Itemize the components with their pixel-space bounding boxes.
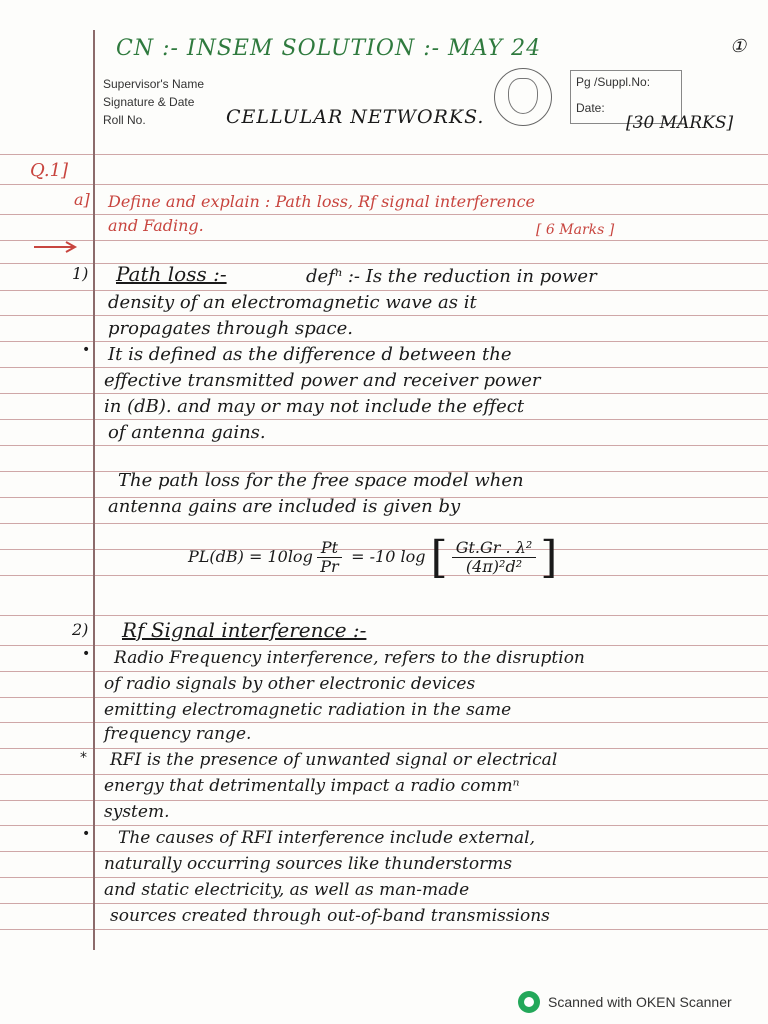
section1-line: of antenna gains. [108, 422, 266, 443]
university-emblem-icon [494, 68, 552, 126]
oken-scanner-logo-icon [518, 991, 540, 1013]
bullet-icon: • [82, 826, 91, 842]
pg-label: Pg /Suppl.No: [576, 75, 651, 89]
section2-line: energy that detrimentally impact a radio commⁿ [104, 776, 520, 796]
page-number: ① [730, 36, 747, 57]
section1-line: The path loss for the free space model when [118, 470, 524, 491]
section2-heading: Rf Signal interference :- [122, 618, 367, 642]
question-marks: [ 6 Marks ] [536, 222, 615, 238]
roll-label: Roll No. [103, 113, 146, 127]
section1-line: effective transmitted power and receiver power [104, 370, 541, 391]
question-part: a] [74, 190, 90, 209]
date-label: Date: [576, 101, 605, 115]
total-marks: [30 MARKS] [626, 113, 734, 133]
section2-line: The causes of RFI interference include external, [118, 828, 536, 848]
section1-line: in (dB). and may or may not include the effect [104, 396, 525, 417]
arrow-icon [32, 240, 78, 254]
section2-line: of radio signals by other electronic devices [104, 674, 476, 694]
question-text-line2: and Fading. [108, 216, 204, 235]
page-title: CN :- INSEM SOLUTION :- MAY 24 [116, 36, 542, 61]
bullet-icon: • [82, 646, 91, 662]
section1-line: defⁿ :- Is the reduction in power [306, 266, 597, 287]
section1-number: 1) [72, 264, 89, 283]
section2-line: emitting electromagnetic radiation in the same [104, 700, 512, 720]
formula-den2: (4π)²d² [465, 557, 523, 576]
scanner-watermark [518, 991, 732, 1013]
bullet-icon: • [82, 342, 91, 358]
formula-mid: = -10 log [351, 547, 426, 566]
section2-line: sources created through out-of-band transmissions [110, 906, 550, 926]
section1-line: density of an electromagnetic wave as it [108, 292, 477, 313]
formula-lhs: PL(dB) = 10log [188, 547, 313, 566]
scanner-text: Scanned with OKEN Scanner [548, 994, 732, 1010]
section2-line: and static electricity, as well as man-made [104, 880, 470, 900]
subject-name: CELLULAR NETWORKS. [226, 106, 485, 128]
path-loss-formula: PL(dB) = 10log $\frac{Pt}{Pr}$ = -10 log [ $\frac{\text{Gt.Gr . λ²}}{\text{(4π)²d²}}$ ] [188, 532, 558, 583]
section2-line: frequency range. [104, 724, 252, 744]
margin-line [93, 30, 95, 950]
section1-heading: Path loss :- [116, 262, 227, 286]
question-number: Q.1] [30, 160, 69, 181]
supervisor-label: Supervisor's Name [103, 77, 204, 91]
section2-number: 2) [72, 620, 89, 639]
section2-line: system. [104, 802, 170, 822]
section1-line: propagates through space. [108, 318, 353, 339]
section1-line: antenna gains are included is given by [108, 496, 461, 517]
signature-label: Signature & Date [103, 95, 195, 109]
formula-den1: Pr [320, 557, 339, 576]
asterisk-icon: * [80, 750, 87, 766]
section2-line: Radio Frequency interference, refers to the disruption [114, 648, 585, 668]
section1-line: It is defined as the difference d between the [108, 344, 512, 365]
section2-line: naturally occurring sources like thunderstorms [104, 854, 513, 874]
section2-line: RFI is the presence of unwanted signal or electrical [110, 750, 558, 770]
formula-num2: Gt.Gr . λ² [452, 539, 537, 558]
question-text-line1: Define and explain : Path loss, Rf signal interference [108, 192, 536, 211]
formula-num1: Pt [317, 539, 342, 558]
